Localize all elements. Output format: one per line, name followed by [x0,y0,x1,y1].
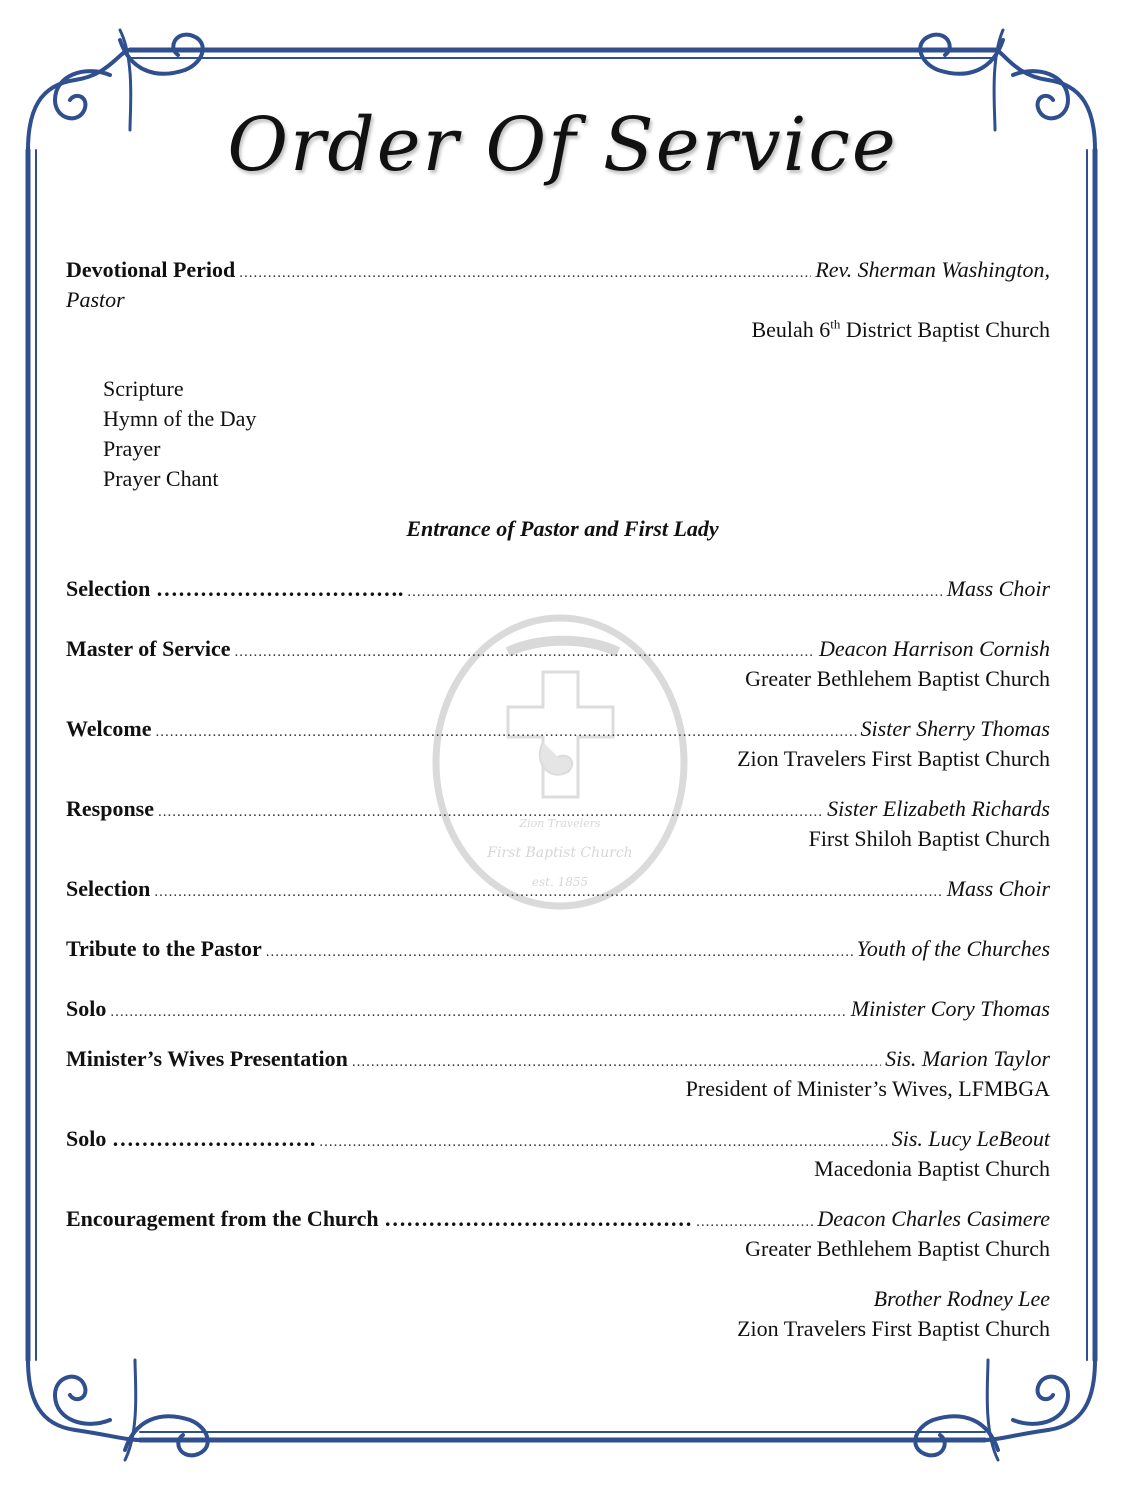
entrance-heading: Entrance of Pastor and First Lady [406,516,719,541]
program-label: Master of Service [66,636,231,661]
leader-dots [266,937,853,967]
program-row [66,994,1050,1024]
program-row [66,1044,1050,1074]
program-participant: Sister Elizabeth Richards [827,796,1050,821]
program-label: Welcome [66,716,152,741]
program-row [66,634,1050,664]
program-participant: Sister Sherry Thomas [860,716,1050,741]
program-church: First Shiloh Baptist Church [808,826,1050,851]
program-label: Selection [66,876,151,901]
program-row [66,934,1050,964]
leader-dots [158,797,823,827]
program-label: Solo ………………………. [66,1126,316,1151]
program-label: Solo [66,996,107,1021]
page-title: Order Of Service [227,102,898,188]
final-participant: Brother Rodney Lee [873,1286,1050,1311]
program-church: Greater Bethlehem Baptist Church [745,666,1050,691]
devotional-item: Scripture [103,376,184,401]
program-church: Greater Bethlehem Baptist Church [745,1236,1050,1261]
devotional-leader-title: Pastor [66,287,125,312]
leader-dots [319,1127,887,1157]
devotional-row [66,255,1050,285]
program-participant: Deacon Charles Casimere [817,1206,1050,1231]
program-participant: Mass Choir [946,576,1050,601]
seal-line2: First Baptist Church [487,845,633,861]
program-row [66,874,1050,904]
program-label: Encouragement from the Church …………………………………… [66,1206,693,1231]
devotional-item: Prayer Chant [103,466,219,491]
leader-dots [110,997,846,1027]
leader-dots [239,258,811,288]
program-participant: Deacon Harrison Cornish [818,636,1050,661]
program-label: Response [66,796,155,821]
leader-dots [156,717,857,747]
program-participant: Sis. Lucy LeBeout [891,1126,1050,1151]
leader-dots [352,1047,881,1077]
program-participant: Sis. Marion Taylor [885,1046,1050,1071]
program-row [66,1124,1050,1154]
devotional-item: Hymn of the Day [103,406,257,431]
devotional-label: Devotional Period [66,257,236,282]
seal-line1: Zion Travelers [519,817,601,830]
leader-dots [154,877,942,907]
devotional-leader: Rev. Sherman Washington, [815,257,1050,282]
program-label: Tribute to the Pastor [66,936,262,961]
program-label: Selection ……………………………. [66,576,404,601]
seal-line3: est. 1855 [531,875,589,889]
program-participant: Minister Cory Thomas [850,996,1050,1021]
program-church: President of Minister’s Wives, LFMBGA [685,1076,1050,1101]
program-participant: Youth of the Churches [856,936,1050,961]
devotional-church: Beulah 6th District Baptist Church [751,316,1050,342]
leader-dots [407,577,942,607]
program-church: Zion Travelers First Baptist Church [737,746,1050,771]
program-participant: Mass Choir [946,876,1050,901]
program-label: Minister’s Wives Presentation [66,1046,348,1071]
final-church: Zion Travelers First Baptist Church [737,1316,1050,1341]
program-row [66,574,1050,604]
leader-dots [235,637,815,667]
leader-dots [696,1207,813,1237]
devotional-item: Prayer [103,436,161,461]
program-church: Macedonia Baptist Church [814,1156,1050,1181]
program-row [66,794,1050,824]
program-row [66,1204,1050,1234]
program-row [66,714,1050,744]
